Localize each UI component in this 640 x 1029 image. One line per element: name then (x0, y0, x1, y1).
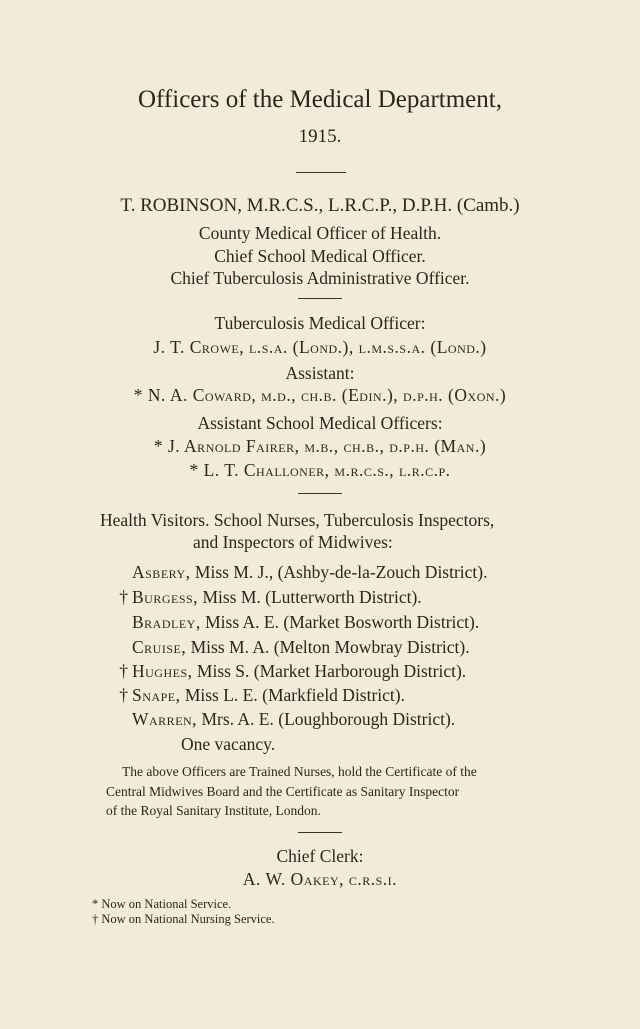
health-visitor-details: Miss M. J., (Ashby-de-la-Zouch District). (190, 562, 488, 582)
health-visitor-entry (114, 612, 479, 633)
moh-role: Chief School Medical Officer. (214, 246, 426, 266)
school-officer-entry (0, 460, 640, 481)
health-visitor-surname: Bradley, (132, 612, 201, 632)
school-officer-name: L. T. Challoner, m.r.c.s., l.r.c.p. (203, 460, 451, 480)
health-visitors-heading: and Inspectors of Midwives: (193, 532, 393, 552)
note-line: Central Midwives Board and the Certificate as Sanitary Inspector (106, 784, 460, 799)
moh-role: Chief Tuberculosis Administrative Officer. (170, 268, 470, 288)
page-year: 1915. (298, 126, 342, 147)
health-visitor-entry (114, 637, 470, 658)
divider (298, 298, 342, 299)
school-officers-heading: Assistant School Medical Officers: (197, 413, 443, 433)
footnote-mark: † (119, 661, 128, 681)
health-visitor-surname: Burgess, (132, 587, 199, 607)
health-visitor-entry (114, 709, 455, 730)
footnote-mark: † (119, 685, 128, 705)
health-visitor-entry (114, 562, 488, 583)
vacancy-line: One vacancy. (181, 734, 276, 754)
health-visitor-entry (114, 685, 405, 706)
school-officer-name: J. Arnold Fairer, m.b., ch.b., d.p.h. (Man.) (167, 436, 487, 456)
health-visitor-entry (114, 661, 466, 682)
health-visitor-surname: Cruise, (132, 637, 187, 657)
health-visitor-surname: Asbery, (132, 562, 191, 582)
footnote: † Now on National Nursing Service. (92, 912, 275, 926)
health-visitor-details: Miss L. E. (Markfield District). (180, 685, 405, 705)
health-visitor-surname: Hughes, (132, 661, 193, 681)
footnote-mark: * (133, 385, 144, 405)
page-title: Officers of the Medical Department, (138, 86, 502, 113)
divider (298, 832, 342, 833)
chief-clerk-name: A. W. Oakey, c.r.s.i. (242, 869, 398, 889)
moh-name: T. ROBINSON, M.R.C.S., L.R.C.P., D.P.H. (Camb.) (120, 195, 520, 216)
school-officer-entry (0, 436, 640, 457)
health-visitor-surname: Warren, (132, 709, 198, 729)
footnote-mark: * (189, 460, 199, 480)
moh-role: County Medical Officer of Health. (198, 223, 442, 243)
divider (298, 493, 342, 494)
health-visitor-details: Miss A. E. (Market Bosworth District). (200, 612, 480, 632)
health-visitors-heading: Health Visitors. School Nurses, Tuberculosis Inspectors, (100, 510, 495, 530)
assistant-entry (0, 385, 640, 406)
health-visitor-details: Miss M. (Lutterworth District). (198, 587, 422, 607)
health-visitor-entry (114, 587, 422, 608)
note-line: of the Royal Sanitary Institute, London. (106, 803, 321, 818)
health-visitor-details: Miss S. (Market Harborough District). (192, 661, 467, 681)
health-visitor-details: Miss M. A. (Melton Mowbray District). (186, 637, 470, 657)
note-line: The above Officers are Trained Nurses, hold the Certificate of the (122, 764, 477, 779)
footnote: * Now on National Service. (92, 897, 232, 911)
divider (296, 172, 346, 173)
health-visitor-surname: Snape, (132, 685, 181, 705)
tb-officer-name: J. T. Crowe, l.s.a. (Lond.), l.m.s.s.a. (Lond.) (153, 337, 487, 357)
assistant-heading: Assistant: (285, 363, 355, 383)
chief-clerk-heading: Chief Clerk: (276, 846, 364, 866)
health-visitor-details: Mrs. A. E. (Loughborough District). (197, 709, 456, 729)
assistant-name: N. A. Coward, m.d., ch.b. (Edin.), d.p.h. (Oxon.) (147, 385, 507, 405)
tb-officer-heading: Tuberculosis Medical Officer: (214, 313, 426, 333)
footnote-mark: * (153, 436, 164, 456)
footnote-mark: † (119, 587, 128, 607)
